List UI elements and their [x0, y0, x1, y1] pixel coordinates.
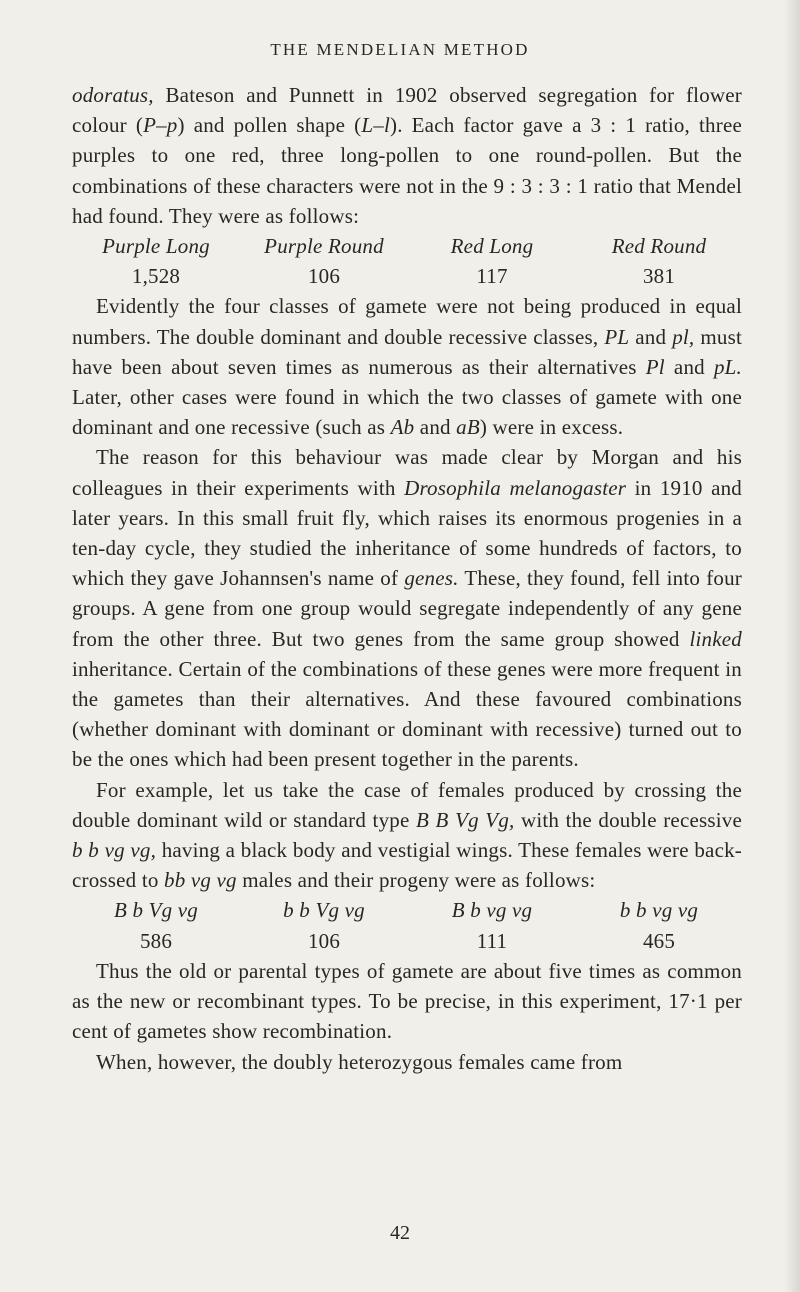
table-cell: 1,528 — [131, 264, 181, 289]
italic-term: aB — [456, 415, 480, 440]
text-run: and — [629, 324, 673, 349]
text-run: ) and pollen shape ( — [177, 113, 362, 138]
italic-term: pL. — [713, 354, 742, 379]
text-run: Thus the old or parental types of gamete are about five times as common as the new or recombinant types. To be precise, in this experiment, 17·1 per cent of gametes show recombination. — [72, 958, 742, 1044]
paragraph-6 — [72, 1047, 742, 1077]
table-cell: 381 — [642, 264, 676, 289]
text-run: ) were in excess. — [479, 415, 624, 440]
text-run: For example, let us take the case of females produced by crossing the double dominant wild or standard type — [72, 777, 742, 832]
text-run: and — [414, 415, 457, 440]
text-run: The reason for this behaviour was made clear by Morgan and his colleagues in their experiments with — [72, 445, 742, 500]
text-run: Evidently the four classes of gamete were not being produced in equal numbers. The double dominant and double recessive classes, — [72, 294, 742, 349]
page-number: 42 — [390, 1222, 410, 1244]
italic-term: P–p — [143, 113, 178, 138]
sweet-pea-results-table — [72, 231, 742, 291]
text-run: in 1910 and later years. In this small fruit fly, which raises its enormous progenies in a ten-day cycle, they studied the inheritance of some hundreds of factors, to which they gave Johannsen's name of — [72, 475, 742, 591]
italic-term: pl, — [672, 324, 695, 349]
paragraph-4 — [72, 775, 742, 896]
paragraph-3 — [72, 442, 742, 774]
table-header: Purple Long — [102, 234, 210, 259]
italic-term: linked — [689, 626, 742, 651]
text-run: These, they found, fell into four groups. A gene from one group would segregate independently of any gene from the other three. But two genes from the same group showed — [72, 566, 742, 651]
body-text — [72, 80, 742, 1077]
text-run: must have been about seven times as numerous as their alternatives — [72, 324, 742, 379]
paragraph-2 — [72, 291, 742, 442]
drosophila-results-table — [72, 895, 742, 955]
text-run: having a black body and vestigial wings. These females were back-crossed to — [72, 838, 742, 893]
text-run: males and their progeny were as follows: — [236, 868, 596, 893]
table-cell: 465 — [642, 928, 676, 953]
table-header: B b Vg vg — [113, 898, 199, 923]
table-cell: 586 — [139, 928, 173, 953]
text-run: Bateson and Punnett in 1902 observed segregation for flower colour ( — [72, 83, 742, 138]
table-header: B b vg vg — [451, 898, 533, 923]
italic-term: b b vg vg, — [72, 838, 157, 863]
text-run: ). Each factor gave a 3 : 1 ratio, three purples to one red, three long-pollen to one round-pollen. But the combinations of these characters were not in the 9 : 3 : 3 : 1 ratio that Mendel had found. They were as follows: — [72, 113, 742, 228]
text-run: inheritance. Certain of the combinations of these genes were more frequent in the gametes than their alternatives. And these favoured combinations (whether dominant with dominant or dominant with recessive) turned out to be the ones which had been present together in the parents. — [72, 656, 742, 772]
table-cell: 117 — [476, 264, 508, 289]
table-cell: 111 — [476, 928, 508, 953]
italic-term: Drosophila melanogaster — [404, 475, 627, 500]
table-header: Red Round — [611, 234, 707, 259]
italic-term: odoratus, — [72, 83, 154, 107]
text-run: and — [664, 354, 714, 379]
page-edge-shadow — [784, 0, 800, 1292]
text-run: with the double recessive — [514, 807, 742, 832]
text-run: Later, other cases were found in which the two classes of gamete with one dominant and one recessive (such as — [72, 385, 742, 440]
table-header: Purple Round — [264, 234, 384, 259]
italic-term: Pl — [645, 354, 665, 379]
italic-term: B B Vg Vg, — [416, 807, 515, 832]
table-header: b b Vg vg — [283, 898, 365, 923]
italic-term: PL — [604, 324, 630, 349]
italic-term: L–l — [361, 113, 390, 138]
table-header: Red Long — [450, 234, 534, 259]
table-header: b b vg vg — [619, 898, 699, 923]
italic-term: bb vg vg — [164, 868, 237, 893]
running-head: THE MENDELIAN METHOD — [270, 40, 530, 59]
paragraph-1 — [72, 80, 742, 231]
text-run: When, however, the doubly heterozygous females came from — [96, 1049, 623, 1074]
table-cell: 106 — [307, 928, 341, 953]
italic-term: genes. — [404, 566, 459, 591]
italic-term: Ab — [390, 415, 415, 440]
table-cell: 106 — [307, 264, 341, 289]
paragraph-5 — [72, 956, 742, 1047]
